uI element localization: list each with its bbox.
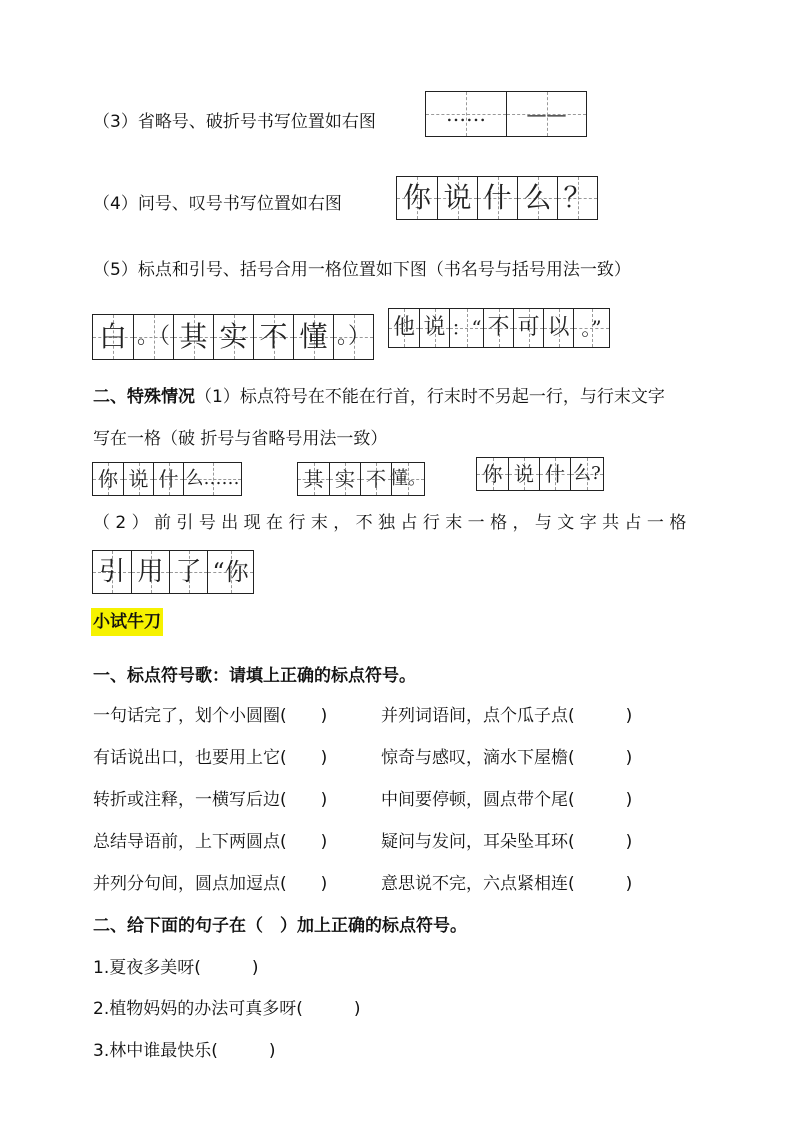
sentence-item: 1.夏夜多美呀( ) (93, 958, 259, 978)
grid-cell: 可 (513, 309, 543, 347)
grid-cell: 说 (508, 458, 539, 490)
rule-3-text: （3）省略号、破折号书写位置如右图 (93, 112, 376, 132)
grid-special-question (476, 457, 604, 491)
grid-cell: 用 (131, 551, 169, 593)
grid-cell: 。（ (133, 315, 173, 359)
rule-5-text: （5）标点和引号、括号合用一格位置如下图（书名号与括号用法一致） (93, 260, 631, 280)
grid-quotes (388, 308, 610, 348)
grid-cell: 懂。 (391, 463, 424, 495)
special-line-2: 写在一格（破 折号与省略号用法一致） (93, 429, 388, 449)
grid-cell: 。） (333, 315, 373, 359)
grid-cell: “你 (207, 551, 253, 593)
grid-cell: 他 (389, 309, 419, 347)
sentence-item: 2.植物妈妈的办法可真多呀( ) (93, 999, 361, 1019)
special-heading: 二、特殊情况 (93, 387, 195, 407)
question-1-title: 一、标点符号歌：请填上正确的标点符号。 (93, 666, 416, 686)
grid-cell: …… (426, 92, 506, 136)
grid-cell: ？ (557, 177, 597, 219)
practice-label: 小试牛刀 (91, 614, 163, 631)
grid-cell: 其 (298, 463, 329, 495)
grid-cell: 什 (153, 463, 183, 495)
song-line: 中间要停顿，圆点带个尾( ) (381, 790, 633, 810)
rule-4-text: （4）问号、叹号书写位置如右图 (93, 194, 342, 214)
grid-ellipsis-dash (425, 91, 587, 137)
grid-cell: 么? (570, 458, 603, 490)
grid-cell: 什 (539, 458, 570, 490)
song-line: 疑问与发问，耳朵坠耳环( ) (381, 832, 633, 852)
grid-cell: 说 (419, 309, 449, 347)
grid-cell: 什 (477, 177, 517, 219)
grid-cell: 你 (477, 458, 508, 490)
song-line: 有话说出口，也要用上它( ) (93, 748, 328, 768)
grid-cell: —— (506, 92, 586, 136)
grid-special-quote (92, 550, 254, 594)
song-line: 转折或注释，一横写后边( ) (93, 790, 328, 810)
grid-brackets (92, 314, 374, 360)
song-line: 并列词语间，点个瓜子点( ) (381, 706, 633, 726)
song-line: 惊奇与感叹，滴水下屋檐( ) (381, 748, 633, 768)
grid-cell: 实 (213, 315, 253, 359)
song-line: 一句话完了，划个小圆圈( ) (93, 706, 328, 726)
grid-cell: 了 (169, 551, 207, 593)
grid-cell: 实 (329, 463, 360, 495)
grid-cell: 说 (437, 177, 477, 219)
grid-cell: 不 (483, 309, 513, 347)
grid-special-ellipsis (92, 462, 242, 496)
grid-cell: 说 (123, 463, 153, 495)
grid-cell: 不 (253, 315, 293, 359)
grid-cell: ：“ (449, 309, 483, 347)
grid-cell: 以 (543, 309, 573, 347)
grid-cell: 懂 (293, 315, 333, 359)
song-line: 并列分句间，圆点加逗点( ) (93, 874, 328, 894)
grid-cell: 引 (93, 551, 131, 593)
special-text-1: （1）标点符号在不能在行首，行末时不另起一行，与行末文字 (195, 387, 665, 407)
grid-cell: 么…… (183, 463, 241, 495)
grid-cell: 白 (93, 315, 133, 359)
grid-cell: 不 (360, 463, 391, 495)
grid-cell: 你 (397, 177, 437, 219)
special-line-1 (93, 389, 665, 406)
special-line-3: （ 2 ） 前 引 号 出 现 在 行 末 ， 不 独 占 行 末 一 格 ， 与 文 字 共 占 一 格 (93, 513, 687, 533)
grid-cell: 么 (517, 177, 557, 219)
question-2-title: 二、给下面的句子在（ ）加上正确的标点符号。 (93, 916, 467, 936)
grid-cell: 你 (93, 463, 123, 495)
grid-cell: 。” (573, 309, 609, 347)
song-line: 总结导语前，上下两圆点( ) (93, 832, 328, 852)
song-line: 意思说不完，六点紧相连( ) (381, 874, 633, 894)
grid-question (396, 176, 598, 220)
grid-cell: 其 (173, 315, 213, 359)
grid-special-period (297, 462, 425, 496)
sentence-item: 3.林中谁最快乐( ) (93, 1041, 276, 1061)
